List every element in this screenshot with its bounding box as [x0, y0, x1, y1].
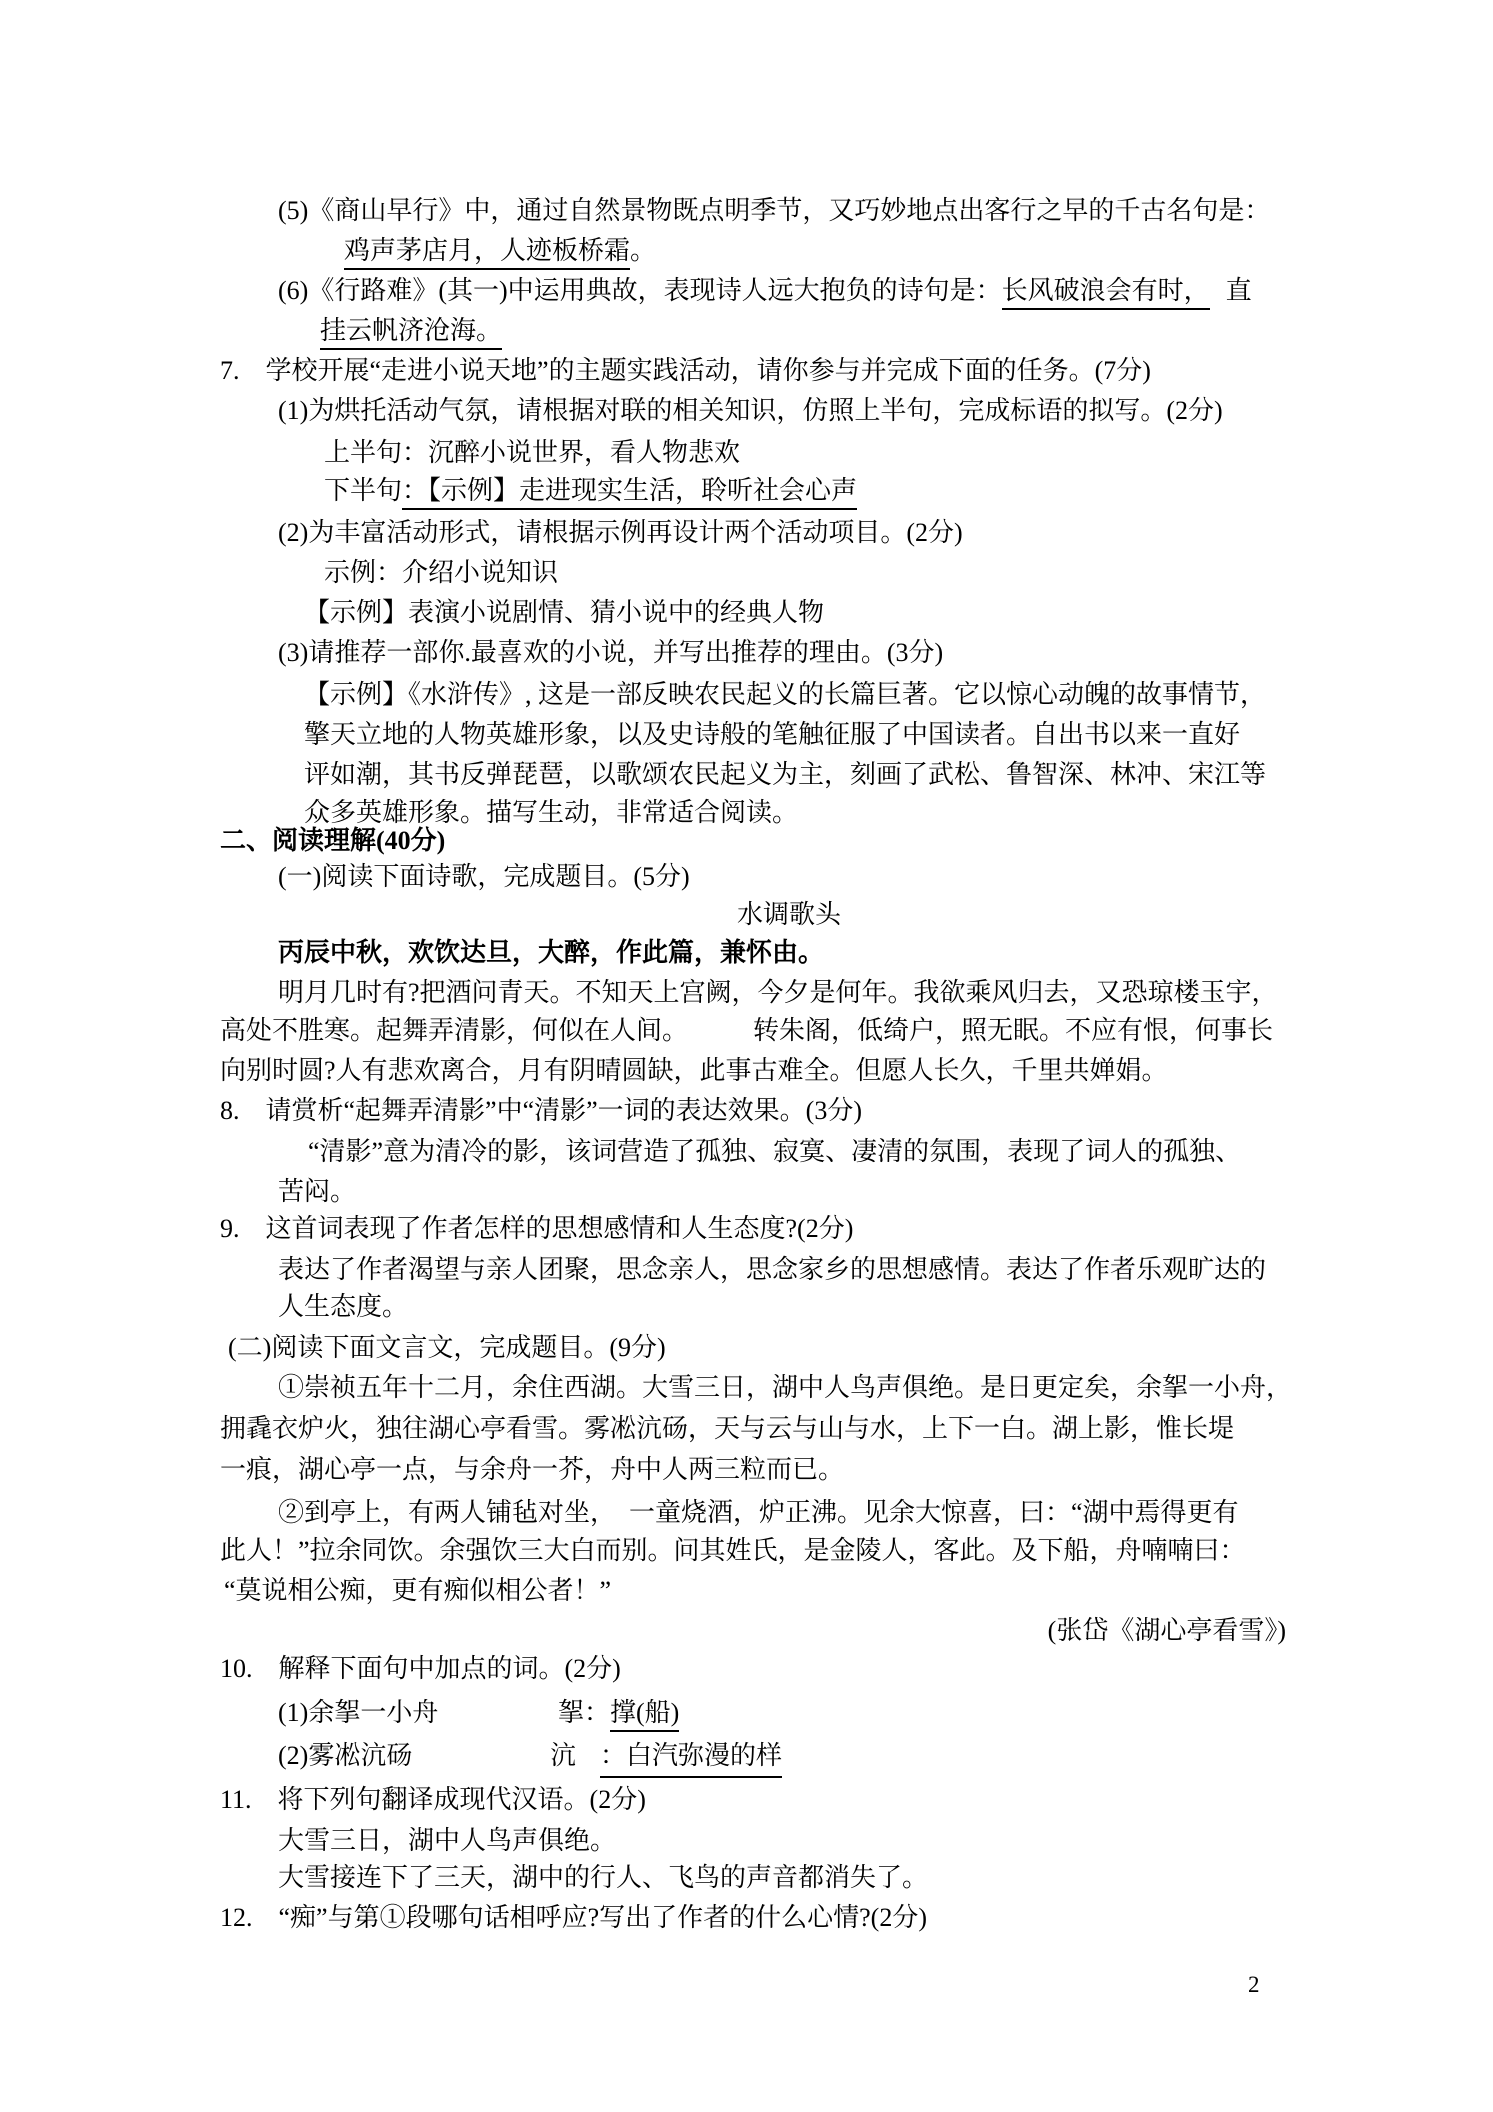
q11-sentence: 大雪三日，湖中人鸟声俱绝。 — [278, 1826, 617, 1855]
exam-content — [220, 0, 1293, 2112]
q5-answer: 鸡声茅店月，人迹板桥霜。 — [344, 234, 656, 268]
q10-item2-answer-underlined: ：白汽弥漫的样 — [600, 1739, 782, 1778]
poem-preface: 丙辰中秋，欢饮达旦，大醉，作此篇，兼怀由。 — [278, 938, 825, 967]
wenyanwen-para2-line1: ②到亭上，有两人铺毡对坐， 一童烧酒，炉正沸。见余大惊喜，曰：“湖中焉得更有 — [278, 1498, 1239, 1527]
wenyanwen-source: (张岱《湖心亭看雪》) — [1047, 1616, 1286, 1645]
q10-item1-definition: 挐：撑(船) — [558, 1696, 679, 1730]
q6-answer-part1-underlined: 长风破浪会有时， — [1002, 276, 1210, 310]
q7-sub2-answer: 【示例】表演小说剧情、猜小说中的经典人物 — [304, 598, 825, 627]
wenyanwen-para2-line3: “莫说相公痴，更有痴似相公者！” — [224, 1576, 612, 1605]
part1-intro: (一)阅读下面诗歌，完成题目。(5分) — [278, 862, 690, 891]
q7-lower-answer-underlined: ：【示例】走进现实生活，聆听社会心声 — [402, 476, 857, 510]
q10-item2 — [278, 1739, 1178, 1773]
wenyanwen-para1-line2: 拥毳衣炉火，独往湖心亭看雪。雾凇沆砀，天与云与山与水，上下一白。湖上影，惟长堤 — [220, 1414, 1235, 1443]
q10-item2-phrase: (2)雾凇沆砀 — [278, 1741, 413, 1770]
q7-sub2: (2)为丰富活动形式，请根据示例再设计两个活动项目。(2分) — [278, 518, 963, 547]
section2-heading: 二、阅读理解(40分) — [220, 826, 446, 855]
q6-answer-part2 — [320, 314, 502, 348]
q8-answer-line1: “清影”意为清冷的影，该词营造了孤独、寂寞、凄清的氛围，表现了词人的孤独、 — [308, 1137, 1242, 1166]
q10-item2-word: 沆 — [550, 1741, 577, 1770]
q10-stem: 10. 解释下面句中加点的词。(2分) — [220, 1654, 621, 1683]
page-number: 2 — [1248, 1972, 1260, 1997]
poem-line3: 向别时圆?人有悲欢离合，月有阴晴圆缺，此事古难全。但愿人长久，千里共婵娟。 — [220, 1056, 1168, 1085]
poem-line2: 高处不胜寒。起舞弄清影，何似在人间。 转朱阁，低绮户，照无眠。不应有恨，何事长 — [220, 1016, 1274, 1045]
q10-item1-answer-underlined: 撑(船) — [610, 1698, 679, 1732]
q9-answer-line2: 人生态度。 — [278, 1292, 409, 1321]
poem-line1: 明月几时有?把酒问青天。不知天上宫阙，今夕是何年。我欲乘风归去，又恐琼楼玉宇， — [278, 978, 1278, 1007]
q7-sub3-answer-line3: 评如潮，其书反弹琵琶，以歌颂农民起义为主，刻画了武松、鲁智深、林冲、宋江等 — [304, 760, 1267, 789]
q6-tail: 直 — [1225, 276, 1252, 305]
q7-sub3: (3)请推荐一部你.最喜欢的小说，并写出推荐的理由。(3分) — [278, 638, 944, 667]
q7-sub3-answer-line4: 众多英雄形象。描写生动，非常适合阅读。 — [304, 798, 799, 827]
q11-translation: 大雪接连下了三天，湖中的行人、飞鸟的声音都消失了。 — [278, 1863, 929, 1892]
q7-example: 示例：介绍小说知识 — [324, 558, 559, 587]
q7-sub1: (1)为烘托活动气氛，请根据对联的相关知识，仿照上半句，完成标语的拟写。(2分) — [278, 396, 1223, 425]
q5-prompt: (5)《商山早行》中，通过自然景物既点明季节，又巧妙地点出客行之早的千古名句是： — [278, 196, 1271, 225]
q7-lower-line: 下半句：【示例】走进现实生活，聆听社会心声 — [324, 474, 857, 508]
q8-answer-line2: 苦闷。 — [278, 1177, 357, 1206]
poem-title: 水调歌头 — [736, 900, 841, 929]
q9-answer-line1: 表达了作者渴望与亲人团聚，思念亲人，思念家乡的思想感情。表达了作者乐观旷达的 — [278, 1255, 1267, 1284]
q7-sub3-answer-line2: 擎天立地的人物英雄形象，以及史诗般的笔触征服了中国读者。自出书以来一直好 — [304, 720, 1241, 749]
q8-stem: 8. 请赏析“起舞弄清影”中“清影”一词的表达效果。(3分) — [220, 1096, 862, 1125]
q9-stem: 9. 这首词表现了作者怎样的思想感情和人生态度?(2分) — [220, 1214, 854, 1243]
q7-upper-line: 上半句：沉醉小说世界，看人物悲欢 — [324, 438, 741, 467]
part2-intro: (二)阅读下面文言文，完成题目。(9分) — [228, 1333, 666, 1362]
q7-sub3-answer-line1: 【示例】《水浒传》, 这是一部反映农民起义的长篇巨著。它以惊心动魄的故事情节， — [304, 680, 1267, 709]
wenyanwen-para1-line1: ①崇祯五年十二月，余住西湖。大雪三日，湖中人鸟声俱绝。是日更定矣，余挐一小舟， — [278, 1373, 1293, 1402]
wenyanwen-para1-line3: 一痕，湖心亭一点，与余舟一芥，舟中人两三粒而已。 — [220, 1455, 845, 1484]
q7-stem: 7. 学校开展“走进小说天地”的主题实践活动，请你参与并完成下面的任务。(7分) — [220, 356, 1151, 385]
q10-item1 — [278, 1696, 1178, 1730]
q11-stem: 11. 将下列句翻译成现代汉语。(2分) — [220, 1785, 646, 1814]
q10-item1-phrase: (1)余挐一小舟 — [278, 1698, 439, 1727]
q6-prompt: (6)《行路难》(其一)中运用典故，表现诗人远大抱负的诗句是：长风破浪会有时， 直 — [278, 274, 1252, 308]
q12-stem: 12. “痴”与第①段哪句话相呼应?写出了作者的什么心情?(2分) — [220, 1903, 927, 1932]
wenyanwen-para2-line2: 此人！”拉余同饮。余强饮三大白而别。问其姓氏，是金陵人，客此。及下船，舟喃喃曰： — [220, 1536, 1246, 1565]
q6-answer-part2-underlined: 挂云帆济沧海。 — [320, 316, 502, 350]
q5-answer-underlined: 鸡声茅店月，人迹板桥霜 — [344, 236, 630, 270]
